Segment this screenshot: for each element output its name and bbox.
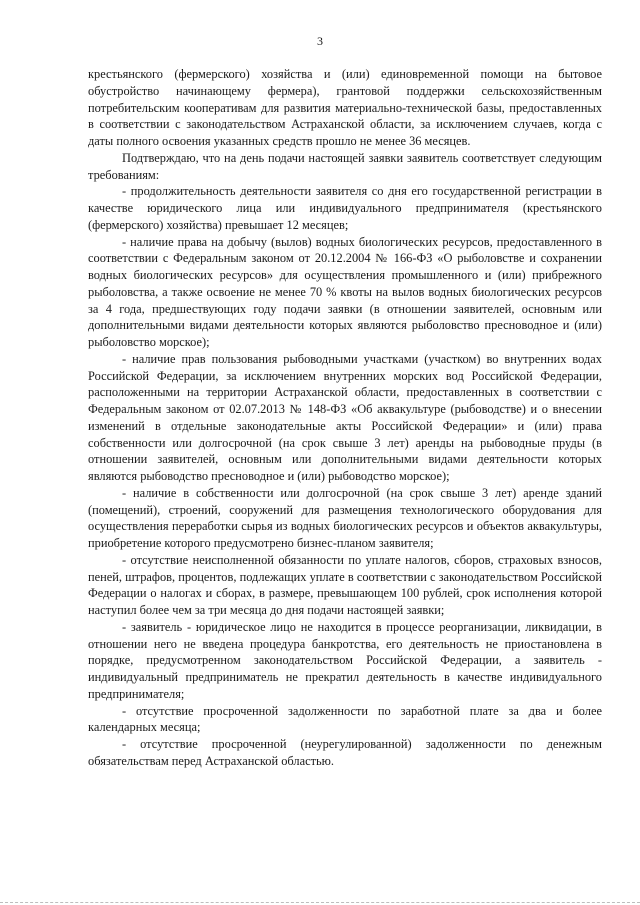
requirement-item: - отсутствие просроченной (неурегулированной) задолженности по денежным обязательствам перед Астраханской областью. [88, 737, 602, 768]
requirement-item: - отсутствие просроченной задолженности по заработной плате за два и более календарных месяца; [88, 703, 602, 735]
requirement-item: - продолжительность деятельности заявителя со дня его государственной регистрации в качестве юридического лица или индивидуального предпринимателя (крестьянского (фермерского) хозяйства) превышает 12 месяцев; [88, 184, 602, 232]
requirement-item: - заявитель - юридическое лицо не находится в процессе реорганизации, ликвидации, в отношении него не введена процедура банкротства, его деятельность не приостановлена в порядке, предусмотренном законодательством Российской Федерации, а заявитель - индивидуальный предприниматель не прекратил деятельность в качестве индивидуального предпринимателя; [88, 619, 602, 701]
paragraph-continuation: крестьянского (фермерского) хозяйства и (или) единовременной помощи на бытовое обустройство начинающему фермера), грантовой поддержки сельскохозяйственным потребительским кооперативам для развития материально-технической базы, предоставленных в соответствии с законодательством Астраханской области, за исключением случаев, когда с даты полного освоения указанных средств прошло не менее 36 месяцев. [88, 67, 602, 148]
page-number: 3 [317, 34, 323, 48]
requirement-item: - наличие прав пользования рыбоводными участками (участком) во внутренних водах Российской Федерации, за исключением внутренних морских вод Российской Федерации, расположенными на территории Астраханской области, предоставленных в соответствии с Федеральным законом от 02.07.2013 № 148-ФЗ «Об аквакультуре (рыбоводстве) и о внесении изменений в отдельные законодательные акты Российской Федерации» и (или) права собственности или долгосрочной (на срок свыше 3 лет) аренды на рыбоводные пруды (в отношении заявителей, основным или дополнительными видами деятельности которых являются рыбоводство пресноводное и (или) рыбоводство морское); [88, 351, 602, 483]
scan-edge-divider [0, 902, 640, 903]
requirement-item: - отсутствие неисполненной обязанности по уплате налогов, сборов, страховых взносов, пеней, штрафов, процентов, подлежащих уплате в соответствии с законодательством Российской Федерации о налогах и сборах, в размере, превышающем 100 рублей, срок исполнения которой наступил более чем за три месяца до дня подачи настоящей заявки; [88, 552, 602, 617]
requirement-item: - наличие права на добычу (вылов) водных биологических ресурсов, предоставленного в соответствии с Федеральным законом от 20.12.2004 № 166-ФЗ «О рыболовстве и сохранении водных биологических ресурсов» для осуществления промышленного и (или) прибрежного рыболовства, а также освоение не менее 70 % квоты на вылов водных биологических ресурсов за 4 года, предшествующих году подачи заявки (в отношении заявителей, основным или дополнительными видами деятельности которых являются рыболовство пресноводное и (или) рыболовство морское); [88, 234, 602, 349]
requirement-item: - наличие в собственности или долгосрочной (на срок свыше 3 лет) аренде зданий (помещений), строений, сооружений для размещения технологического оборудования для осуществления переработки сырья из водных биологических ресурсов и объектов аквакультуры, приобретение которого предусмотрено бизнес-планом заявителя; [88, 485, 602, 550]
document-body [88, 66, 602, 770]
paragraph-confirmation: Подтверждаю, что на день подачи настоящей заявки заявитель соответствует следующим требованиям: [88, 150, 602, 182]
